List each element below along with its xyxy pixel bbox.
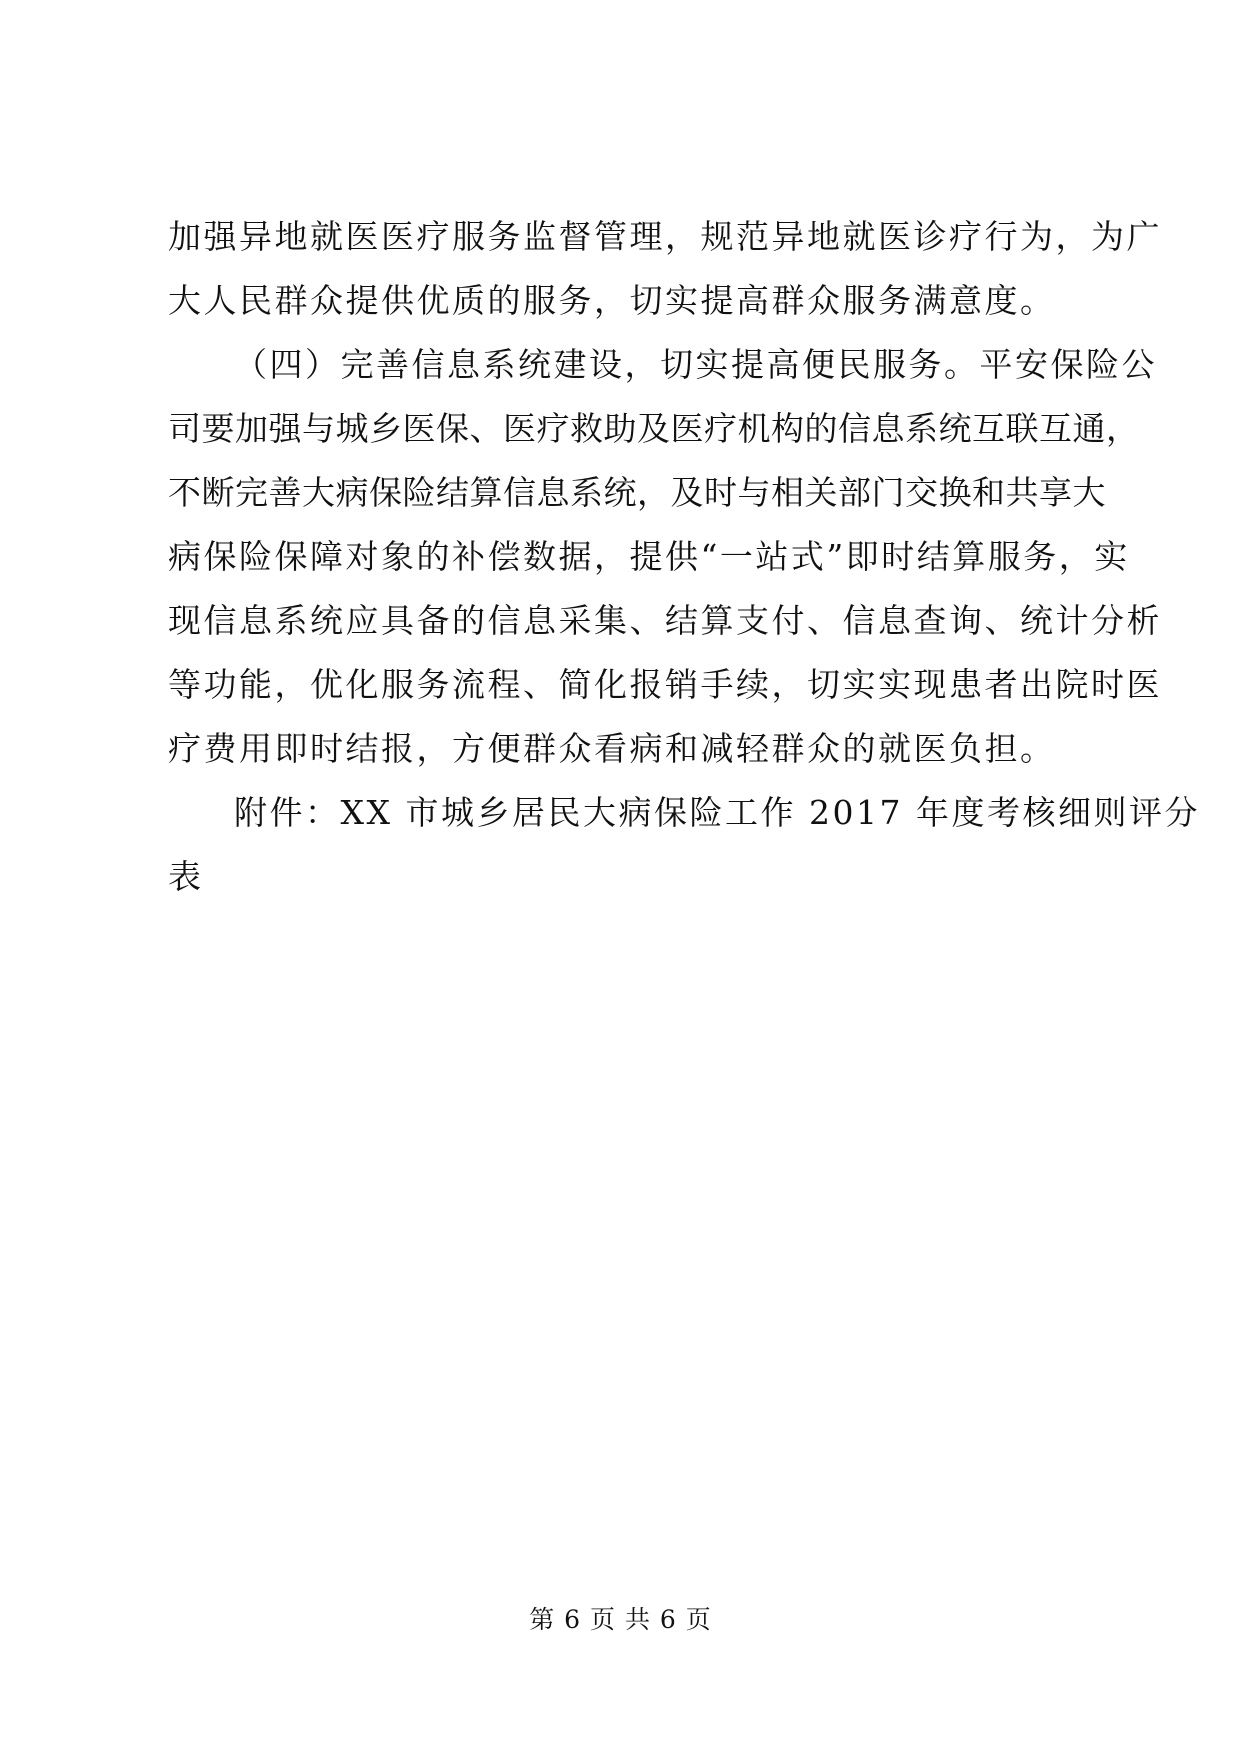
paragraph-line: 大人民群众提供优质的服务，切实提高群众服务满意度。 (168, 281, 1056, 320)
paragraph-line: 疗费用即时结报，方便群众看病和减轻群众的就医负担。 (168, 729, 1056, 768)
paragraph-line: 不断完善大病保险结算信息系统，及时与相关部门交换和共享大 (168, 473, 1106, 512)
paragraph-line: 加强异地就医医疗服务监督管理，规范异地就医诊疗行为，为广 (168, 217, 1162, 256)
attachment-line: 附件：XX 市城乡居民大病保险工作 2017 年度考核细则评分 (234, 793, 1200, 832)
attachment-line-continued: 表 (168, 857, 204, 896)
paragraph-line: 等功能，优化服务流程、简化报销手续，切实实现患者出院时医 (168, 665, 1162, 704)
paragraph-line: 现信息系统应具备的信息采集、结算支付、信息查询、统计分析 (168, 601, 1162, 640)
document-body (168, 205, 1200, 909)
section-four-heading-line: （四）完善信息系统建设，切实提高便民服务。平安保险公 (234, 345, 1157, 384)
paragraph-line: 病保险保障对象的补偿数据，提供“一站式”即时结算服务，实 (168, 537, 1130, 576)
paragraph-line: 司要加强与城乡医保、医疗救助及医疗机构的信息系统互联互通， (168, 409, 1140, 448)
page-footer (0, 1600, 1241, 1636)
page-number: 第 6 页 共 6 页 (529, 1605, 712, 1634)
